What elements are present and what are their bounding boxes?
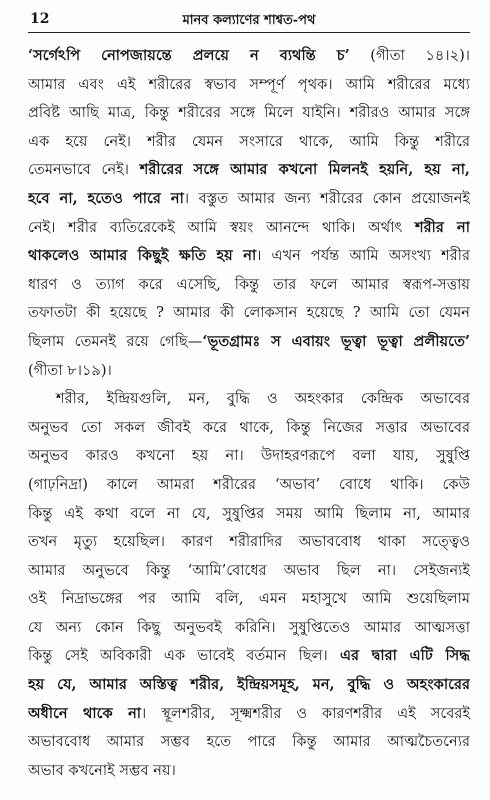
body-text: আমার অনুভবে কিন্তু ‘আমি’বোধের অভাব ছিল না। সেইজন্যই	[28, 561, 470, 579]
text-line	[28, 42, 470, 71]
body-text: ওই নিদ্রাভঙ্গের পর আমি বলি, এমন মহাসুখে আমি শুয়েছিলাম	[28, 590, 470, 608]
bold-text: ‘ভূতগ্রামঃ স এবায়ং ভূত্বা ভূত্বা প্রলীয়তে’	[202, 332, 470, 350]
text-line	[28, 156, 470, 185]
text-line	[28, 385, 470, 414]
bold-text: শরীরের সঙ্গে আমার কখনো মিলনই হয়নি, হয় না,	[139, 161, 470, 179]
body-text: ছিলাম তেমনই রয়ে গেছি—	[28, 332, 203, 350]
bold-text: হয় যে, আমার অস্তিত্ব শরীর, ইন্দ্রিয়সমূহ, মন, বুদ্ধি ও অহংকারের	[28, 676, 470, 694]
text-line	[28, 271, 470, 300]
bold-text: থাকলেও আমার কিছুই ক্ষতি হয় না	[28, 247, 257, 265]
page-header	[28, 8, 470, 33]
text-line	[28, 242, 470, 271]
text-line	[28, 299, 470, 328]
text-line	[28, 442, 470, 471]
bold-text: হবে না, হতেও পারে না	[28, 189, 184, 207]
text-line	[28, 585, 470, 614]
body-text: (গাঢ়নিদ্রা) কালে আমরা শরীরের ‘অভাব’ বোধে থাকি। কেউ	[28, 475, 470, 493]
body-text: তেমনভাবে নেই।	[28, 161, 140, 179]
body-text: । এখন পর্যন্ত আমি অসংখ্য শরীর	[256, 247, 470, 265]
body-text: যে অন্য কোন কিছু অনুভবই করিনি। সুষুপ্তিতেও আমার আত্মসত্তা	[28, 618, 470, 636]
body-text: নেই। শরীর ব্যতিরেকেই আমি স্বয়ং আনন্দে থাকি। অর্থাৎ	[28, 218, 416, 236]
page-body	[28, 42, 470, 785]
body-text: এক হয়ে নেই। শরীর যেমন সংসারে থাকে, আমি কিন্তু শরীরে	[28, 132, 470, 150]
body-text: তফাতটা কী হয়েছে ? আমার কী লোকসান হয়েছে ? আমি তো যেমন	[28, 304, 470, 322]
body-text: (গীতা ৮।১৯)।	[28, 361, 112, 379]
text-line	[28, 99, 470, 128]
body-text: প্রবিষ্ট আছি মাত্র, কিন্তু শরীরের সঙ্গে মিলে যাইনি। শরীরও আমার সঙ্গে	[28, 104, 470, 122]
body-text: কিন্তু সেই অবিকারী এক ভাবেই বর্তমান ছিল।	[28, 647, 340, 665]
text-line	[28, 642, 470, 671]
text-line	[28, 557, 470, 586]
text-line	[28, 328, 470, 357]
text-line	[28, 71, 470, 100]
bold-text: এর দ্বারা এটি সিদ্ধ	[339, 647, 470, 665]
body-text: ধারণ ও ত্যাগ করে এসেছি, কিন্তু তার ফলে আমার স্বরূপ-সত্তায়	[28, 275, 470, 293]
body-text: (গীতা ১৪।২)।	[349, 47, 470, 64]
text-line	[28, 357, 470, 386]
text-line	[28, 528, 470, 557]
page-number: 12	[30, 11, 50, 27]
body-text: অভাব কখনোই সম্ভব নয়।	[28, 761, 176, 779]
bold-text: শরীর না	[415, 218, 470, 236]
body-text: অনুভব কারও কখনো হয় না। উদাহরণরূপে বলা যায়, সুষুপ্তি	[28, 447, 470, 465]
text-line	[28, 614, 470, 643]
text-line	[28, 185, 470, 214]
text-line	[28, 671, 470, 700]
bold-text: ‘সর্গেঽপি নোপজায়ন্তে প্রলয়ে ন ব্যথন্তি চ’	[28, 47, 350, 64]
text-line	[28, 500, 470, 529]
text-line	[28, 414, 470, 443]
body-text: । স্থূলশরীর, সূক্ষ্মশরীর ও কারণশরীর এই সবেরই	[141, 704, 470, 722]
text-line	[28, 128, 470, 157]
body-text: অভাববোধ আমার সম্ভব হতে পারে কিন্তু আমার আত্মচৈতন্যের	[28, 733, 470, 751]
text-line	[28, 214, 470, 243]
text-line	[28, 471, 470, 500]
bold-text: অধীনে থাকে না	[28, 704, 142, 722]
body-text: অনুভব তো সকল জীবই করে থাকে, কিন্তু নিজের সত্তার অভাবের	[28, 418, 470, 436]
body-text: । বস্তুত আমার জন্য শরীরের কোন প্রয়োজনই	[183, 189, 470, 207]
text-line	[28, 757, 470, 786]
text-line	[28, 728, 470, 757]
text-line	[28, 700, 470, 729]
running-title: মানব কল্যাণের শাশ্বত-পথ	[182, 13, 316, 28]
body-text: আমার এবং এই শরীরের স্বভাব সম্পূর্ণ পৃথক। আমি শরীরের মধ্যে	[28, 75, 470, 93]
body-text: শরীর, ইন্দ্রিয়গুলি, মন, বুদ্ধি ও অহংকার কেন্দ্রিক অভাবের	[56, 390, 470, 408]
body-text: কিন্তু এই কথা বলে না যে, সুষুপ্তির সময় আমি ছিলাম না, আমার	[28, 504, 470, 522]
body-text: তখন মৃত্যু হয়েছিল। কারণ শরীরাদির অভাববোধ থাকা সত্ত্বেও	[28, 533, 470, 551]
